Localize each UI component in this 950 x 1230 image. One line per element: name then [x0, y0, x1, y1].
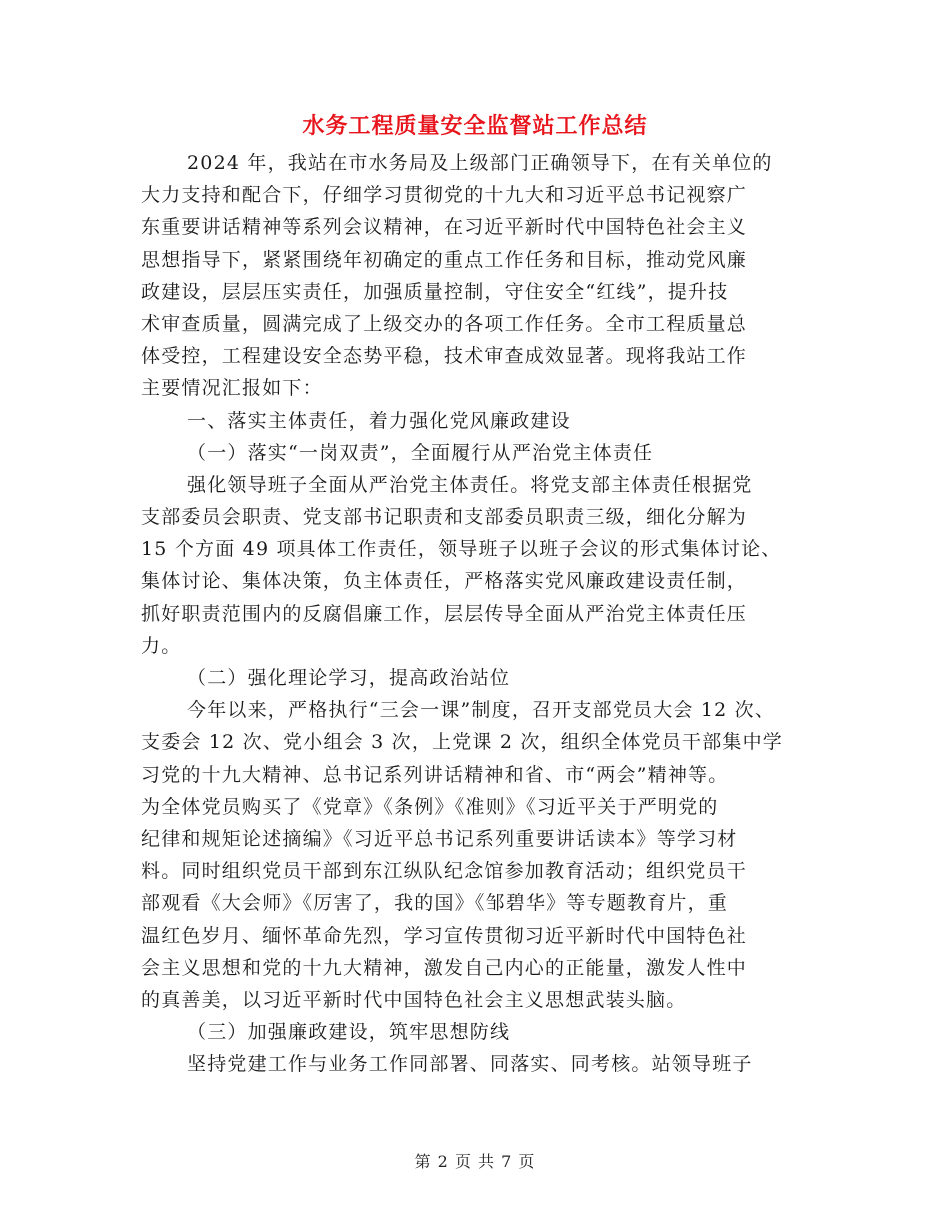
paragraph-line: 15 个方面 49 项具体工作责任，领导班子以班子会议的形式集体讨论、 [141, 538, 782, 561]
paragraph-line: 政建设，层层压实责任，加强质量控制，守住安全“红线”，提升技 [141, 280, 729, 303]
paragraph-line: 今年以来，严格执行“三会一课”制度，召开支部党员大会 12 次、 [187, 699, 776, 722]
paragraph-line: 温红色岁月、缅怀革命先烈，学习宣传贯彻习近平新时代中国特色社 [141, 924, 748, 947]
subsection-heading: （一）落实“一岗双责”，全面履行从严治党主体责任 [187, 441, 654, 464]
section-heading: 一、落实主体责任，着力强化党风廉政建设 [187, 409, 571, 432]
paragraph-line: 2024 年，我站在市水务局及上级部门正确领导下，在有关单位的 [187, 152, 773, 174]
paragraph-line: 坚持党建工作与业务工作同部署、同落实、同考核。站领导班子 [187, 1053, 753, 1076]
paragraph-line: 支部委员会职责、党支部书记职责和支部委员职责三级，细化分解为 [141, 506, 748, 529]
subsection-heading: （三）加强廉政建设，筑牢思想防线 [187, 1021, 511, 1044]
paragraph-line: 思想指导下，紧紧围绕年初确定的重点工作任务和目标，推动党风廉 [141, 248, 748, 271]
paragraph-line: 的真善美，以习近平新时代中国特色社会主义思想武装头脑。 [141, 988, 687, 1011]
paragraph-line: 强化领导班子全面从严治党主体责任。将党支部主体责任根据党 [187, 473, 753, 496]
subsection-heading: （二）强化理论学习，提高政治站位 [187, 667, 511, 689]
paragraph-line: 主要情况汇报如下： [141, 377, 323, 400]
document-body [141, 147, 831, 1080]
paragraph-line: 部观看《大会师》《厉害了，我的国》《邹碧华》等专题教育片，重 [141, 892, 729, 915]
paragraph-line: 体受控，工程建设安全态势平稳，技术审查成效显著。现将我站工作 [141, 345, 748, 368]
paragraph-line: 东重要讲话精神等系列会议精神，在习近平新时代中国特色社会主义 [141, 216, 748, 239]
paragraph-line: 料。同时组织党员干部到东江纵队纪念馆参加教育活动；组织党员干 [141, 860, 748, 883]
paragraph-line: 纪律和规矩论述摘编》《习近平总书记系列重要讲话读本》等学习材 [141, 827, 738, 850]
paragraph-line: 习党的十九大精神、总书记系列讲话精神和省、市“两会”精神等。 [141, 763, 729, 786]
paragraph-line: 术审查质量，圆满完成了上级交办的各项工作任务。全市工程质量总 [141, 312, 748, 335]
paragraph-line: 大力支持和配合下，仔细学习贯彻党的十九大和习近平总书记视察广 [141, 184, 748, 207]
paragraph-line: 抓好职责范围内的反腐倡廉工作，层层传导全面从严治党主体责任压 [141, 602, 748, 625]
document-title: 水务工程质量安全监督站工作总结 [302, 113, 648, 139]
page-number-footer: 第 2 页 共 7 页 [414, 1152, 536, 1171]
paragraph-line: 支委会 12 次、党小组会 3 次，上党课 2 次，组织全体党员干部集中学 [141, 731, 783, 754]
paragraph-line: 力。 [141, 634, 182, 657]
paragraph-line: 为全体党员购买了《党章》《条例》《准则》《习近平关于严明党的 [141, 795, 719, 818]
paragraph-line: 会主义思想和党的十九大精神，激发自己内心的正能量，激发人性中 [141, 956, 748, 979]
paragraph-line: 集体讨论、集体决策，负主体责任，严格落实党风廉政建设责任制， [141, 570, 748, 593]
